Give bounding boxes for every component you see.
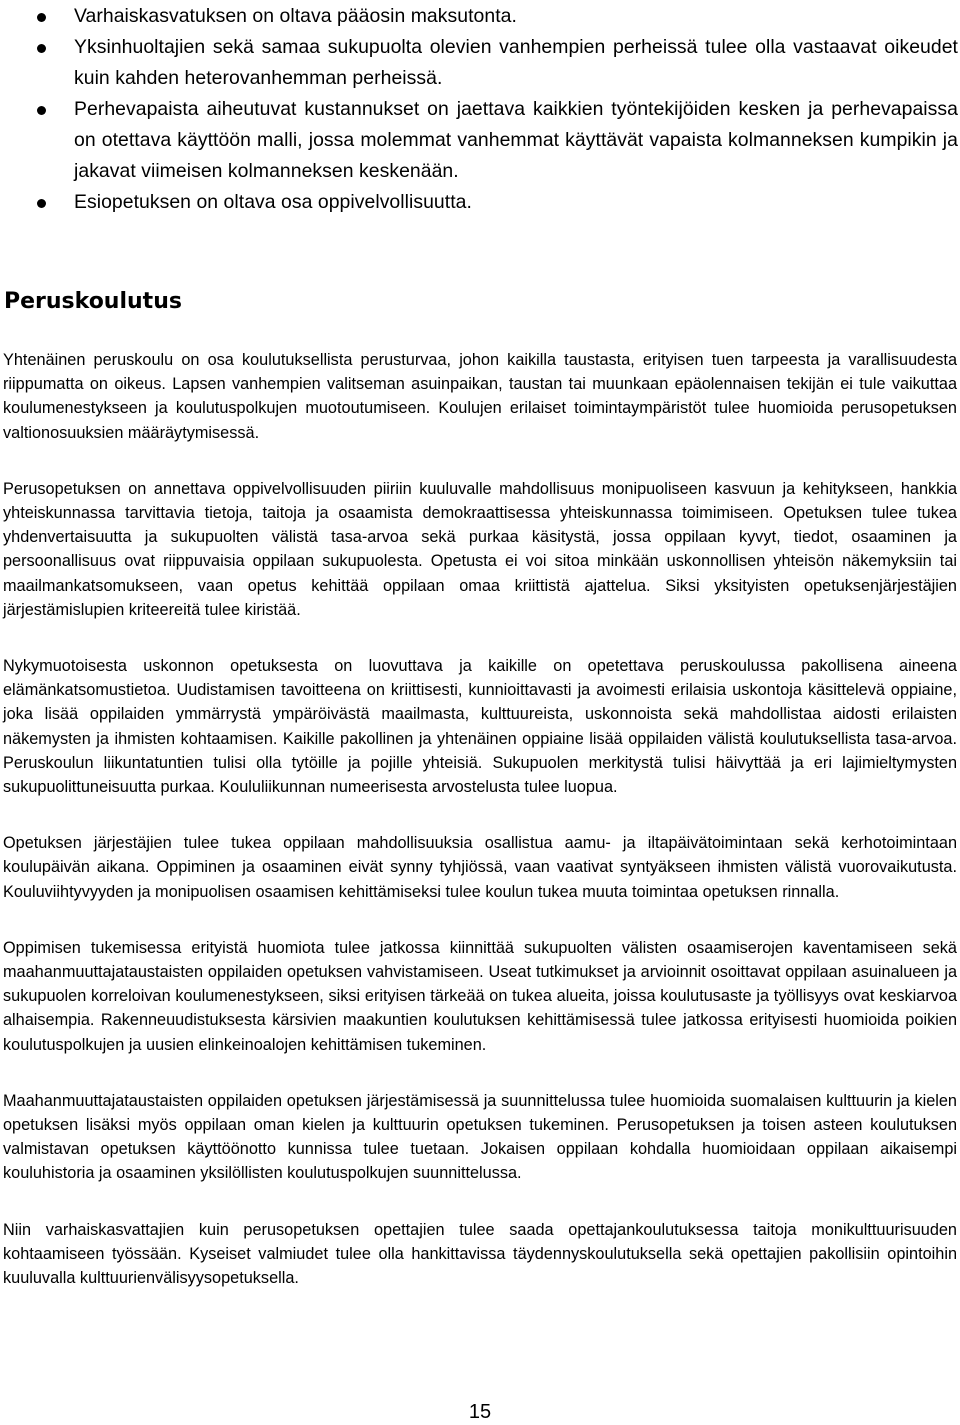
paragraph: Opetuksen järjestäjien tulee tukea oppilaan mahdollisuuksia osallistua aamu- ja iltapäivätoimintaan sekä kerhotoimintaan koulupäivän aikana. Oppiminen ja osaaminen eivät synny tyhjiössä, vaan vaativat syntyäkseen ihmisten välistä vuorovaikutusta. Kouluviihtyvyyden ja monipuolisen osaamisen kehittämiseksi tulee koulun tukea muuta toimintaa opetuksen rinnalla. <box>3 834 957 901</box>
page-number: 15 <box>468 1401 492 1423</box>
bullet-item <box>0 32 960 94</box>
paragraph: Niin varhaiskasvattajien kuin perusopetuksen opettajien tulee saada opettajankoulutuksessa taitoja monikulttuurisuuden kohtaamiseen työssään. Kyseiset valmiudet tulee olla hankittavissa täydennyskoulutuksella sekä opettajien pakollisiin opintoihin kuuluvalla kulttuurienvälisyysopetuksella. <box>3 1220 957 1288</box>
paragraph: Yhtenäinen peruskoulu on osa koulutuksellista perusturvaa, johon kaikilla taustasta, erityisen tuen tarpeesta ja varallisuudesta riippumatta on oikeus. Lapsen vanhempien valitseman asuinpaikan, taustan tai muunkaan epäolennaisen tekijän ei tule vaikuttaa koulumenestykseen ja koulutuspolkujen muotoutumiseen. Koulujen erilaiset toimintaympäristöt tulee huomioida perusopetuksen valtionosuuksien määräytymisessä. <box>3 351 957 442</box>
section-heading: Peruskoulutus <box>4 289 182 314</box>
bullet-text: Varhaiskasvatuksen on oltava pääosin maksutonta. <box>74 5 517 27</box>
bullet-icon <box>37 199 46 208</box>
bullet-item <box>0 1 960 32</box>
bullet-icon <box>37 13 46 22</box>
bullet-text: Yksinhuoltajien sekä samaa sukupuolta olevien vanhempien perheissä tulee olla vastaavat oikeudet kuin kahden heterovanhemman perheissä. <box>74 36 958 89</box>
bullet-text: Perhevapaista aiheutuvat kustannukset on jaettava kaikkien työntekijöiden kesken ja perhevapaissa on otettava käyttöön malli, jossa molemmat vanhemmat käyttävät vapaista kolmanneksen kumpikin ja jakavat viimeisen kolmanneksen keskenään. <box>74 98 958 182</box>
bullet-list <box>0 1 960 218</box>
bullet-icon <box>37 106 46 115</box>
paragraph: Oppimisen tukemisessa erityistä huomiota tulee jatkossa kiinnittää sukupuolten välisten osaamiserojen kaventamiseen sekä maahanmuuttajataustaisten oppilaiden opetuksen vahvistamiseen. Useat tutkimukset ja arvioinnit osoittavat oppilaan asuinalueen ja sukupuolen korreloivan koulumenestykseen, siksi erityisen tärkeää on tukea alueita, joissa koulutusaste ja työllisyys ovat keskiarvoa alhaisempia. Rakenneuudistuksesta kärsivien maakuntien koulutuksen kehittämisessä tulee jatkossa erityisesti huomioida poikien koulutuspolkujen ja uusien elinkeinoalojen kehittämisen tukeminen. <box>3 938 957 1054</box>
bullet-text: Esiopetuksen on oltava osa oppivelvollisuutta. <box>74 191 472 213</box>
bullet-icon <box>37 44 46 53</box>
section-body <box>3 348 957 1322</box>
paragraph: Perusopetuksen on annettava oppivelvollisuuden piiriin kuuluvalle mahdollisuus monipuoliseen kasvuun ja kehitykseen, hankkia yhteiskunnassa tarvittavia tietoja, taitoja ja osaamista demokraattisessa yhteiskunnassa toimimiseen. Opetuksen tulee tukea yhdenvertaisuutta ja sukupuolten välistä tasa-arvoa sekä purkaa käsitystä, jossa oppilaan kyvyt, tiedot, osaaminen ja persoonallisuus ovat riippuvaisia oppilaan sukupuolesta. Opetusta ei voi sitoa minkään uskonnollisen yhteisön näkemyksiin tai maailmankatsomukseen, vaan opetus kehittää oppilaan omaa kriittistä ajattelua. Siksi yksityisten opetuksenjärjestäjien järjestämislupien kriteereitä tulee kiristää. <box>3 479 957 619</box>
paragraph: Maahanmuuttajataustaisten oppilaiden opetuksen järjestämisessä ja suunnittelussa tulee huomioida suomalaisen kulttuurin ja kielen opetuksen lisäksi myös oppilaan oman kielen ja kulttuurin opetuksen tukeminen. Perusopetuksen ja toisen asteen koulutuksen valmistavan opetuksen käyttöönotto kunnissa tulee tuetaan. Jokaisen oppilaan kohdalla huomioidaan oppilaan aikaisempi kouluhistoria ja osaaminen yksilöllisten koulutuspolkujen suunnittelussa. <box>3 1091 957 1183</box>
bullet-item <box>0 94 960 187</box>
paragraph: Nykymuotoisesta uskonnon opetuksesta on luovuttava ja kaikille on opetettava peruskoulussa pakollisena aineena elämänkatsomustietoa. Uudistamisen tavoitteena on kriittisesti, kunnioittavasti ja avoimesti erilaisia uskontoja käsittelevä oppiaine, joka lisää oppilaiden ymmärrystä ympäröivästä maailmasta, kulttuureista, uskonnoista sekä mahdollistaa aidosti erilaisten näkemysten ja ihmisten kohtaamisen. Kaikille pakollinen ja yhtenäinen oppiaine lisää oppilaiden välistä koulutuksellista tasa-arvoa. Peruskoulun liikuntatuntien tulisi olla tytöille ja pojille yhteisiä. Sukupuolen merkitystä tulisi häivyttää ja eri lajimieltymysten sukupuolittuneisuutta purkaa. Koululiikunnan numeerisesta arvostelusta tulee luopua. <box>3 657 957 797</box>
bullet-item <box>0 187 960 218</box>
